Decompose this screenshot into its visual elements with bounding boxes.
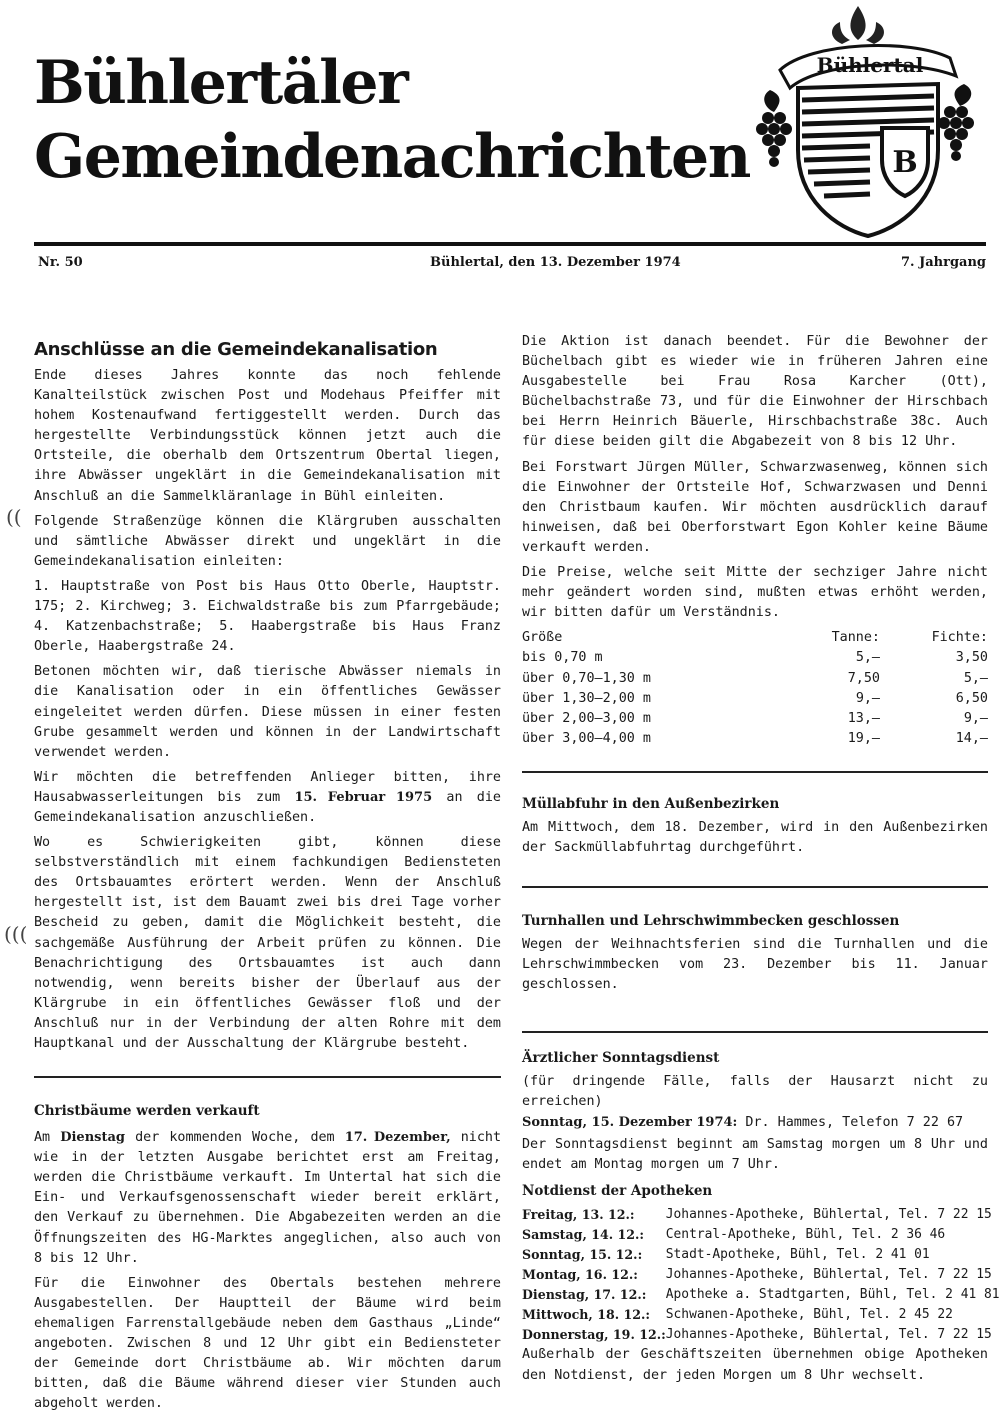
table-row: Mittwoch, 18. 12.: Schwanen-Apotheke, Bühl, Tel. 2 45 22	[522, 1307, 953, 1323]
paragraph: Die Aktion ist danach beendet. Für die Bewohner der Büchelbach gibt es wieder wie in früheren Jahren eine Ausgabestelle bei Frau Rosa Karcher (Ott), Büchelbachstraße 73, und für die Einwohner der Hirschbach bei Herrn Heinrich Bäuerle, Hirschbachstraße 38c. Auch für diese beiden gilt die Abgabezeit von 8 bis 12 Uhr.	[522, 334, 988, 450]
paragraph: Bei Forstwart Jürgen Müller, Schwarzwasenweg, können sich die Einwohner der Ortsteile Hof, Schwarzwasen und Denni den Christbaum kaufen. Wir möchten ausdrücklich darauf hinweisen, daß bei Oberforstwart Egon Kohler keine Bäume verkauft werden.	[522, 459, 988, 555]
paragraph: Der Sonntagsdienst beginnt am Samstag morgen um 8 Uhr und endet am Montag morgen um 7 Uhr.	[522, 1136, 988, 1172]
issue-volume: 7. Jahrgang	[900, 255, 986, 270]
pharmacy-schedule	[522, 1205, 1000, 1346]
section-divider	[34, 1076, 501, 1078]
table-row: bis 0,70 m 5,— 3,50	[522, 650, 988, 666]
issue-number: Nr. 50	[38, 255, 83, 270]
paragraph: Betonen möchten wir, daß tierische Abwässer niemals in die Kanalisation oder in ein öffentliches Gewässer eingeleitet werden dürfen. Diese müssen in einer festen Grube gesammelt werden und können in der Landwirtschaft verwendet werden.	[34, 664, 501, 760]
table-row: über 1,30—2,00 m 9,— 6,50	[522, 690, 988, 706]
section-divider	[522, 886, 988, 888]
paragraph: Wir möchten die betreffenden Anlieger bitten, ihre Hausabwasserleitungen bis zum 15. Februar 1975 an die Gemeindekanalisation anzuschließen.	[34, 769, 501, 825]
article-title-muellabfuhr: Müllabfuhr in den Außenbezirken	[522, 795, 780, 812]
right-column	[522, 332, 1000, 1391]
table-row: Donnerstag, 19. 12.: Johannes-Apotheke, Bühlertal, Tel. 7 22 15	[522, 1327, 992, 1343]
street-list: 1. Hauptstraße von Post bis Haus Otto Oberle, Hauptstr. 175; 2. Kirchweg; 3. Eichwaldstraße bis zum Pfarrgebäude; 4. Katzenbachstraße; 5. Haabergstraße bis Haus Franz Oberle, Haabergstraße 24.	[34, 578, 501, 655]
price-table-header: Größe Tanne: Fichte:	[522, 630, 988, 646]
doctor-on-duty: Sonntag, 15. Dezember 1974: Dr. Hammes, Telefon 7 22 67	[522, 1114, 964, 1130]
paragraph: Wegen der Weihnachtsferien sind die Turnhallen und die Lehrschwimmbecken vom 23. Dezember bis 11. Januar geschlossen.	[522, 937, 988, 993]
municipal-crest-logo	[750, 0, 980, 245]
paragraph: Folgende Straßenzüge können die Klärgruben ausschalten und sämtliche Abwässer direkt und ungeklärt in die Gemeindekanalisation einleiten:	[34, 513, 501, 569]
paragraph: (für dringende Fälle, falls der Hausarzt nicht zu erreichen)	[522, 1074, 988, 1110]
article-title-apotheken: Notdienst der Apotheken	[522, 1182, 713, 1199]
newspaper-title	[34, 46, 754, 194]
section-divider	[522, 1031, 988, 1033]
table-row: über 0,70—1,30 m 7,50 5,—	[522, 670, 988, 686]
crest-banner-text: Bühlertal	[816, 53, 924, 77]
article-title-turnhallen: Turnhallen und Lehrschwimmbecken geschlossen	[522, 913, 900, 930]
section-divider	[522, 771, 988, 773]
article-title-aerztedienst: Ärztlicher Sonntagsdienst	[522, 1050, 720, 1067]
paragraph: Für die Einwohner des Obertals bestehen mehrere Ausgabestellen. Der Hauptteil der Bäume wird beim ehemaligen Farrenstallgebäude neben dem Gasthaus „Linde“ angeboten. Zwischen 8 und 12 Uhr gibt ein Bediensteter der Gemeinde dort Christbäume ab. Wir möchten darum bitten, daß die Bäume während dieser vier Stunden auch abgeholt werden.	[34, 1275, 501, 1412]
masthead-rule	[34, 242, 986, 246]
margin-mark: (((	[4, 922, 28, 946]
table-row: Freitag, 13. 12.: Johannes-Apotheke, Bühlertal, Tel. 7 22 15	[522, 1206, 992, 1222]
table-row: über 3,00—4,00 m 19,— 14,—	[522, 730, 988, 746]
margin-mark: ((	[6, 505, 22, 529]
price-table	[522, 628, 988, 749]
title-line-2: Gemeindenachrichten	[34, 122, 750, 192]
issue-date: Bühlertal, den 13. Dezember 1974	[430, 255, 681, 270]
title-line-1: Bühlertäler	[34, 48, 408, 118]
crest-letter: B	[892, 145, 918, 180]
paragraph: Am Mittwoch, dem 18. Dezember, wird in den Außenbezirken der Sackmüllabfuhrtag durchgeführt.	[522, 819, 988, 855]
article-title-christbaeume: Christbäume werden verkauft	[34, 1103, 260, 1120]
issue-info-bar	[34, 252, 986, 274]
left-column	[34, 336, 501, 1419]
table-row: über 2,00—3,00 m 13,— 9,—	[522, 710, 988, 726]
article-title-kanalisation: Anschlüsse an die Gemeindekanalisation	[34, 339, 438, 360]
table-row: Sonntag, 15. 12.: Stadt-Apotheke, Bühl, Tel. 2 41 01	[522, 1247, 930, 1262]
table-row: Dienstag, 17. 12.: Apotheke a. Stadtgarten, Bühl, Tel. 2 41 81	[522, 1287, 1000, 1303]
paragraph: Wo es Schwierigkeiten gibt, können diese selbstverständlich mit einem fachkundigen Bediensteten des Ortsbauamtes erörtert werden. Wenn der Anschluß hergestellt ist, ist dem Bauamt zwei bis drei Tage vorher Bescheid zu geben, damit die Möglichkeit besteht, die sachgemäße Ausführung der Arbeit prüfen zu können. Die Benachrichtigung des Ortsbauamtes ist auch dann notwendig, wenn bereits bisher der Überlauf aus der Klärgrube in ein öffentliches Gewässer floß und der Anschluß nur in der Verbindung der alten Rohre mit dem Hauptkanal und der Ausschaltung der Klärgrube besteht.	[34, 835, 501, 1051]
paragraph: Außerhalb der Geschäftszeiten übernehmen obige Apotheken den Notdienst, der jeden Morgen um 8 Uhr wechselt.	[522, 1347, 988, 1383]
table-row: Samstag, 14. 12.: Central-Apotheke, Bühl, Tel. 2 36 46	[522, 1226, 946, 1242]
paragraph: Am Dienstag der kommenden Woche, dem 17. Dezember, nicht wie in der letzten Ausgabe berichtet erst am Freitag, werden die Christbäume verkauft. Im Untertal hat sich die Ein- und Verkaufsgenossenschaft wieder bereit erklärt, den Verkauf zu übernehmen. Die Abgabezeiten werden an die Öffnungszeiten des HG-Marktes angeglichen, also auch von 8 bis 12 Uhr.	[34, 1130, 502, 1266]
deadline-date: 15. Februar 1975	[294, 789, 433, 805]
paragraph: Ende dieses Jahres konnte das noch fehlende Kanalteilstück zwischen Post und Modehaus Pfeiffer mit hohem Kostenaufwand fertiggestellt werden. Durch das hergestellte Verbindungsstück können jetzt auch die Ortsteile, die oberhalb dem Ortszentrum Obertal liegen, ihre Abwässer ungeklärt in die Gemeindekanalisation mit Anschluß an die Sammelkläranlage in Bühl einleiten.	[34, 368, 501, 504]
table-row: Montag, 16. 12.: Johannes-Apotheke, Bühlertal, Tel. 7 22 15	[522, 1267, 992, 1283]
paragraph: Die Preise, welche seit Mitte der sechziger Jahre nicht mehr geändert worden sind, mußten etwas erhöht werden, wir bitten dafür um Verständnis.	[522, 565, 988, 621]
